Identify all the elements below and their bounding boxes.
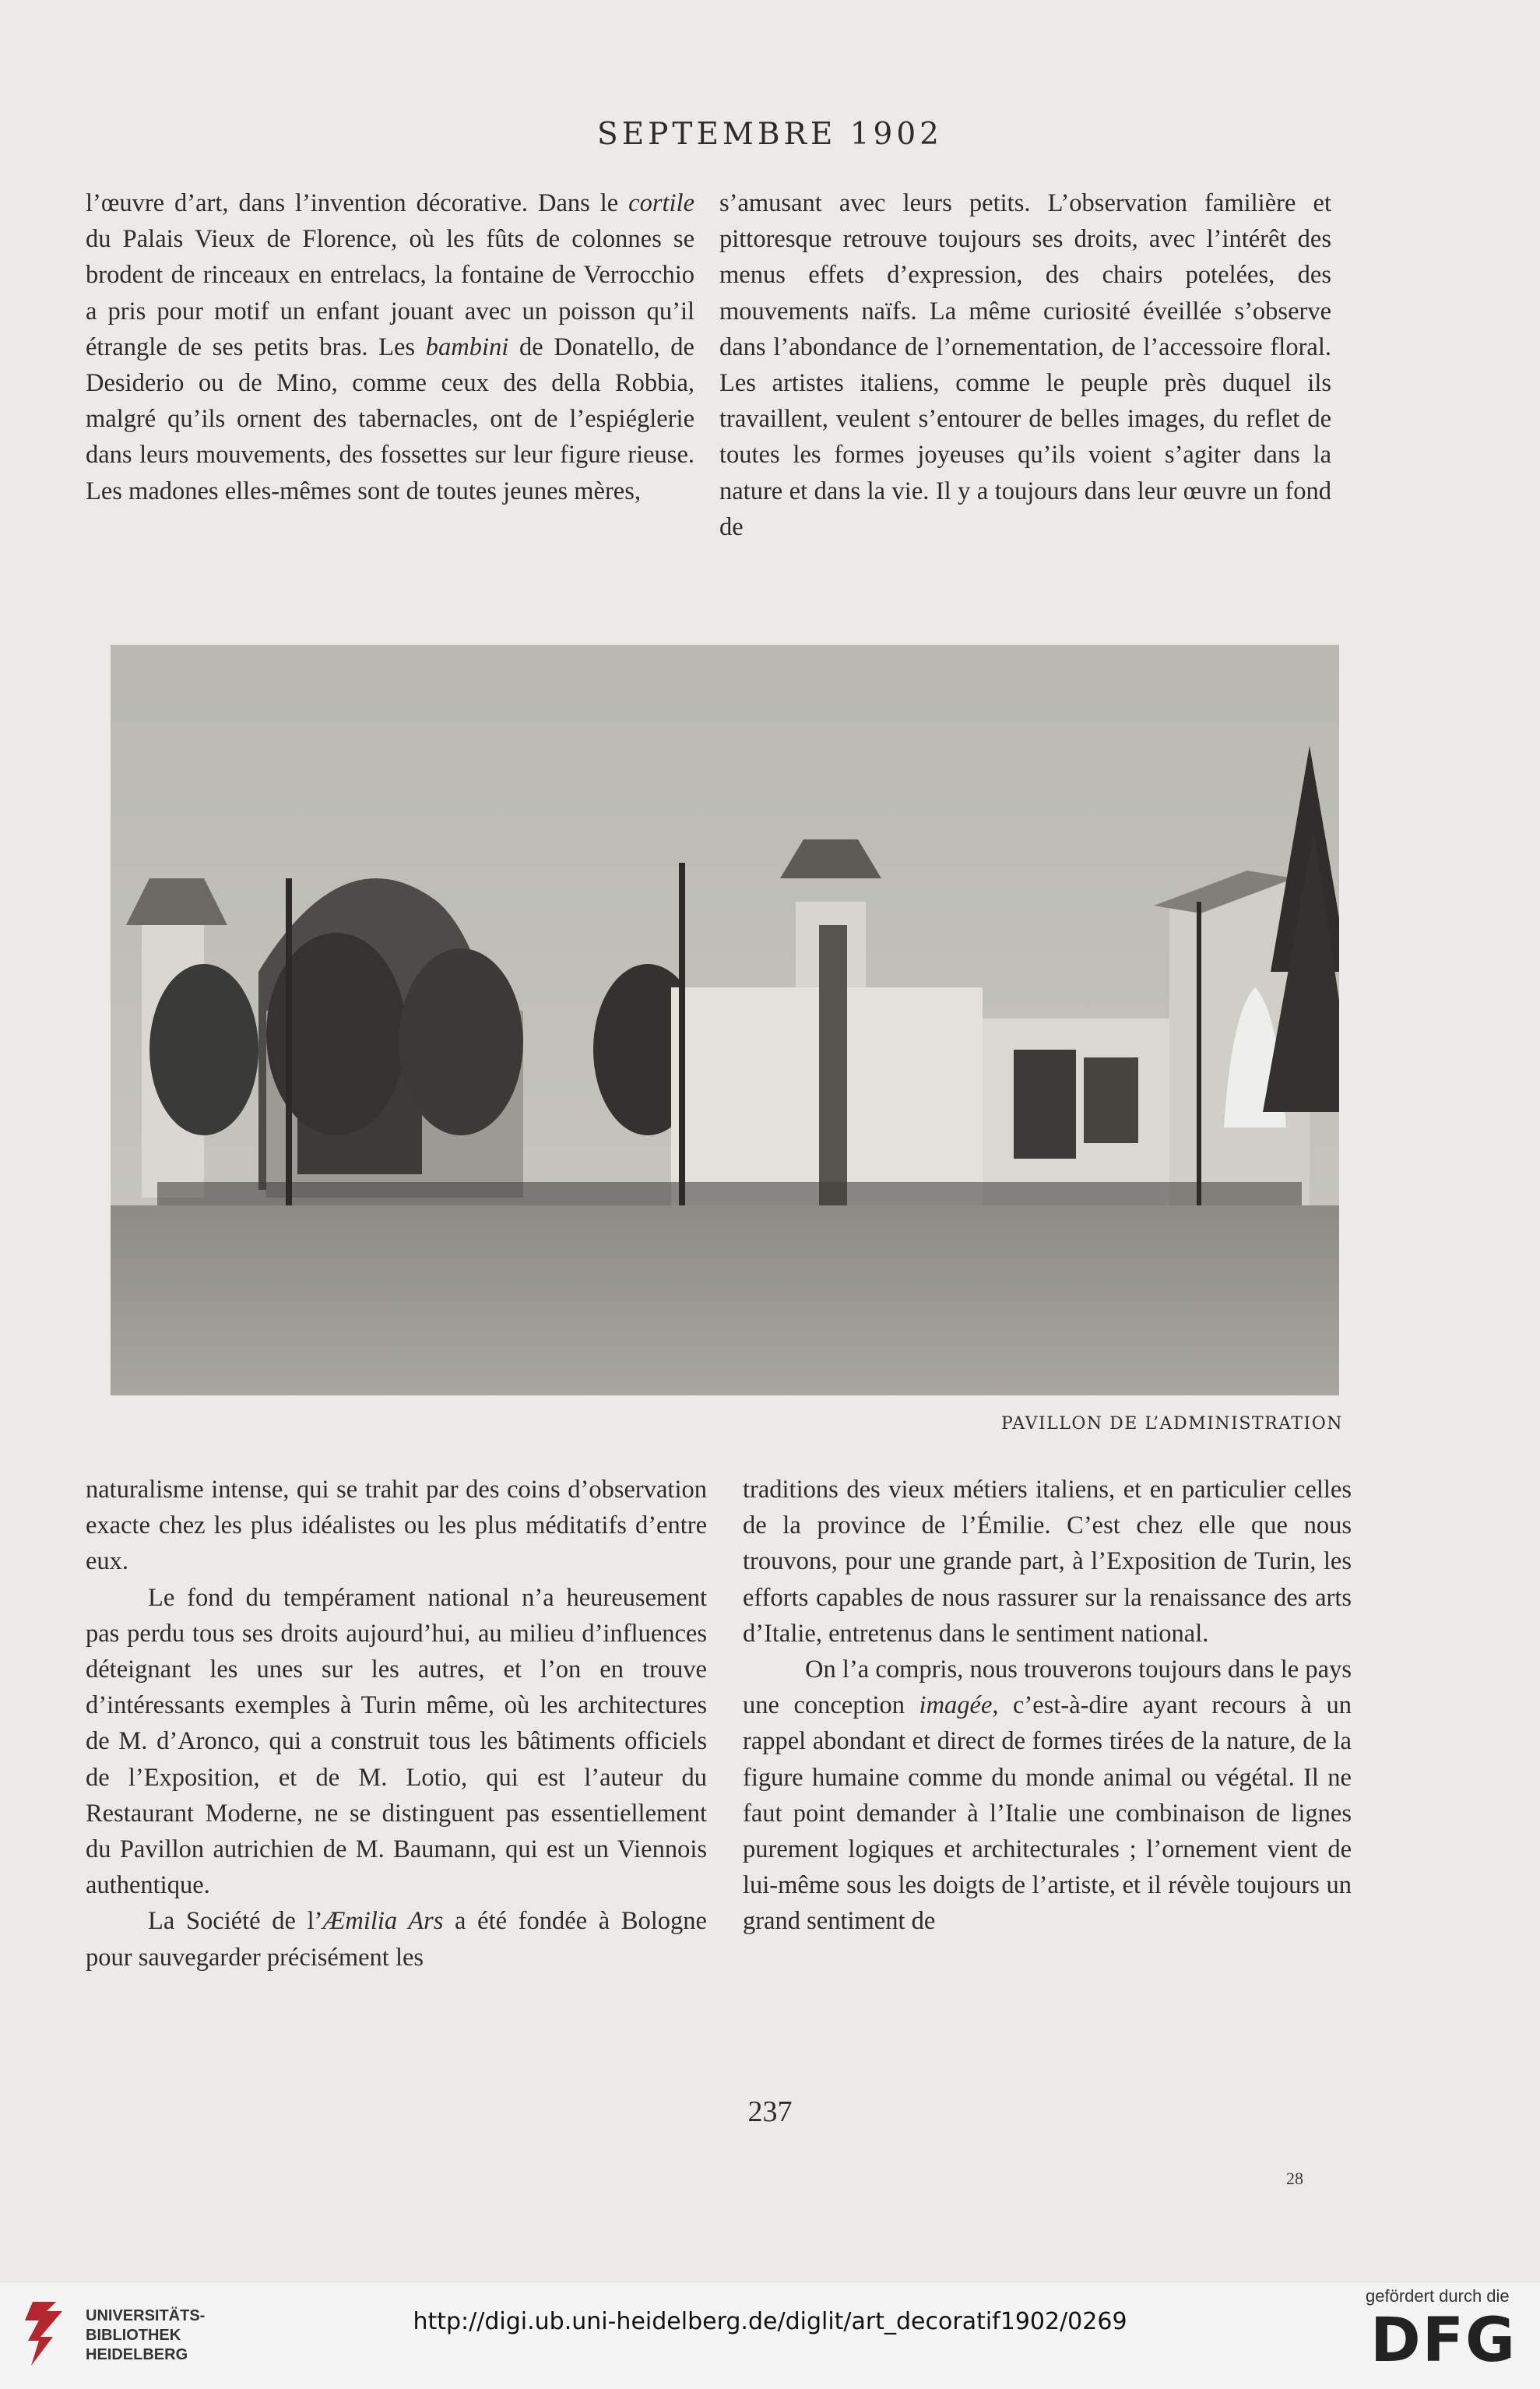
text-run: La Société de l’ [148,1907,323,1936]
text-run: naturalisme intense, qui se trahit par des coins d’observation exacte chez les plus idéalistes ou les plus méditatifs d’entre eux. [86,1476,707,1576]
page-number: 237 [747,2095,793,2128]
italic-run: Æmilia Ars [322,1907,444,1936]
paragraph [86,185,694,509]
funder-label: gefördert durch die [1366,2286,1510,2306]
figure-caption: PAVILLON DE L’ADMINISTRATION [1001,1414,1343,1434]
paragraph [86,1580,707,1904]
digitization-footer [0,2282,1540,2389]
pavilion-photograph [111,645,1339,1395]
text-run: du Palais Vieux de Florence, où les fûts de colonnes se brodent de rinceaux en entrelacs, la fontaine de Verrocchio a pris pour motif un enfant jouant avec un poisson qu’il étrangle de ses petits bras. Les [86,225,694,361]
text-run: a été fondée à Bologne pour sauvegarder précisément les [86,1907,707,1972]
paragraph [719,185,1331,545]
dfg-logo: DFG [1370,2306,1517,2376]
text-run: l’œuvre d’art, dans l’invention décorative. Dans le [86,189,629,217]
paragraph [86,1903,707,1975]
text-run: , c’est-à-dire ayant recours à un rappel abondant et direct de formes tirées de la nature, de la figure humaine comme du monde animal ou végétal. Il ne faut point demander à l’Italie une combinaison de lignes purement logiques et architecturales ; l’ornement vient de lui-même sous les doigts de l’artiste, et il révèle toujours un grand sentiment de [743,1691,1352,1936]
running-header: SEPTEMBRE 1902 [597,117,943,152]
text-column-top-right [719,185,1331,545]
italic-run: imagée [919,1691,993,1720]
paragraph [86,1472,707,1580]
paragraph [743,1652,1352,1940]
text-run: de Donatello, de Desiderio ou de Mino, comme ceux des della Robbia, malgré qu’ils ornent des tabernacles, ont de l’espiéglerie dans leurs mouvements, des fossettes sur leur figure rieuse. Les madones elles-mêmes sont de toutes jeunes mères, [86,332,694,505]
text-run: On l’a compris, nous trouverons toujours dans le pays une conception [743,1655,1352,1720]
italic-run: bambini [425,332,509,361]
text-column-bottom-right [743,1472,1352,1940]
university-library-name: UNIVERSITÄTS- BIBLIOTHEK HEIDELBERG [86,2307,206,2363]
text-run: traditions des vieux métiers italiens, et en particulier celles de la province de l’Émilie. C’est chez elle que nous trouvons, pour une grande part, à l’Exposition de Turin, les efforts capables de nous rassurer sur la renaissance des arts d’Italie, entretenus dans le sentiment national. [743,1476,1352,1648]
italic-run: cortile [628,189,694,217]
signature-mark: 28 [1286,2169,1303,2188]
text-column-bottom-left [86,1472,707,1976]
text-column-top-left [86,185,694,509]
text-run: Le fond du tempérament national n’a heureusement pas perdu tous ses droits aujourd’hui, au milieu d’influences déteignant les unes sur les autres, et l’on en trouve d’intéressants exemples à Turin même, où les architectures de M. d’Aronco, qui a construit tous les bâtiments officiels de l’Exposition, et de M. Lotio, qui est l’auteur du Restaurant Moderne, ne se distinguent pas essentiellement du Pavillon autrichien de M. Baumann, qui est un Viennois authentique. [86,1583,707,1900]
source-url-link[interactable]: http://digi.ub.uni-heidelberg.de/diglit/art_decoratif1902/0269 [413,2308,1127,2335]
text-run: s’amusant avec leurs petits. L’observation familière et pittoresque retrouve toujours ses droits, avec l’intérêt des menus effets d’expression, des chairs potelées, des mouvements naïfs. La même curiosité éveillée s’observe dans l’abondance de l’ornementation, de l’accessoire floral. Les artistes italiens, comme le peuple près duquel ils travaillent, veulent s’entourer de belles images, du reflet de toutes les formes joyeuses qu’ils voient s’agiter dans la nature et dans la vie. Il y a toujours dans leur œuvre un fond de [719,189,1331,541]
paragraph [743,1472,1352,1652]
